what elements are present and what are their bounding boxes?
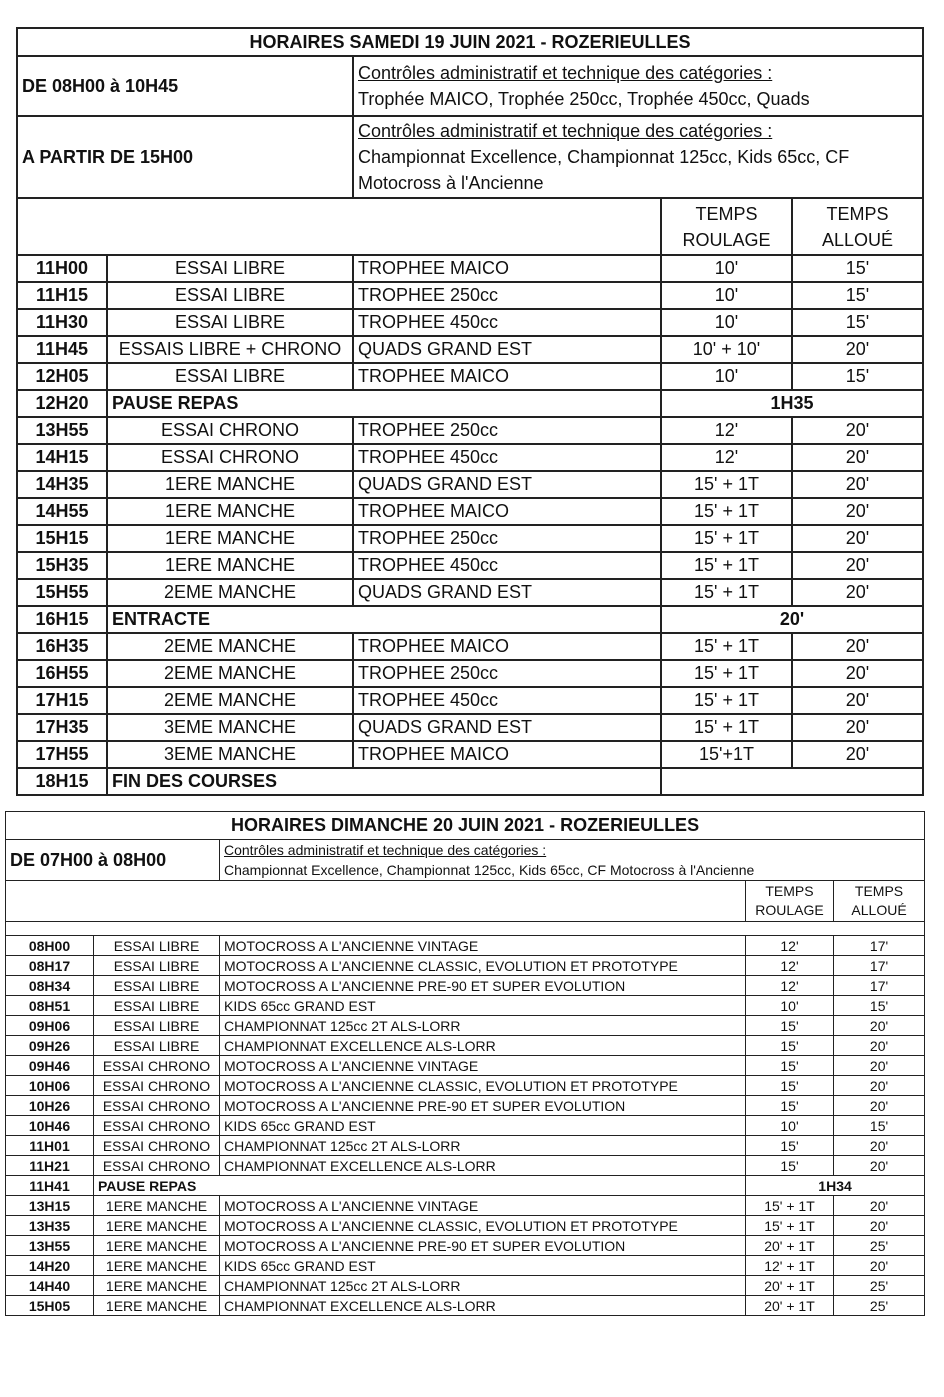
time-cell: 16H35: [17, 633, 107, 660]
time-cell: 15H05: [6, 1296, 94, 1316]
time-cell: 17H35: [17, 714, 107, 741]
category-cell: TROPHEE MAICO: [353, 363, 661, 390]
category-cell: CHAMPIONNAT EXCELLENCE ALS-LORR: [220, 1296, 746, 1316]
saturday-schedule-row: [17, 579, 923, 606]
temps-roulage-cell: 15': [746, 1096, 834, 1116]
time-cell: 15H15: [17, 525, 107, 552]
temps-roulage-cell: 15' + 1T: [661, 552, 792, 579]
temps-roulage-cell: 15' + 1T: [661, 525, 792, 552]
session-cell: 1ERE MANCHE: [94, 1196, 220, 1216]
sunday-schedule-row: [6, 1276, 925, 1296]
time-cell: 09H46: [6, 1056, 94, 1076]
saturday-schedule-row: [17, 282, 923, 309]
sunday-title: HORAIRES DIMANCHE 20 JUIN 2021 - ROZERIEULLES: [6, 812, 925, 840]
temps-roulage-cell: 15': [746, 1036, 834, 1056]
time-cell: 09H06: [6, 1016, 94, 1036]
saturday-schedule-table: [16, 27, 924, 796]
time-cell: 10H46: [6, 1116, 94, 1136]
temps-roulage-cell: 12' + 1T: [746, 1256, 834, 1276]
temps-alloue-cell: 20': [792, 444, 923, 471]
category-cell: TROPHEE MAICO: [353, 633, 661, 660]
saturday-info-time-2: A PARTIR DE 15H00: [17, 116, 353, 198]
temps-roulage-cell: 20' + 1T: [746, 1276, 834, 1296]
saturday-schedule-row: [17, 363, 923, 390]
saturday-schedule-row: [17, 255, 923, 282]
saturday-info-time-1: DE 08H00 à 10H45: [17, 56, 353, 116]
category-cell: CHAMPIONNAT EXCELLENCE ALS-LORR: [220, 1036, 746, 1056]
time-cell: 13H55: [17, 417, 107, 444]
temps-alloue-cell: 20': [792, 498, 923, 525]
temps-roulage-cell: 15' + 1T: [746, 1216, 834, 1236]
category-cell: TROPHEE MAICO: [353, 498, 661, 525]
temps-roulage-cell: 20' + 1T: [746, 1296, 834, 1316]
saturday-schedule-row: [17, 417, 923, 444]
sunday-header-temps-alloue: TEMPS ALLOUÉ: [834, 881, 925, 922]
temps-roulage-cell: 15': [746, 1076, 834, 1096]
session-cell: 1ERE MANCHE: [107, 471, 353, 498]
temps-alloue-cell: 20': [834, 1016, 925, 1036]
category-cell: CHAMPIONNAT 125cc 2T ALS-LORR: [220, 1136, 746, 1156]
temps-alloue-cell: 17': [834, 936, 925, 956]
temps-alloue-cell: 20': [834, 1036, 925, 1056]
break-label: FIN DES COURSES: [107, 768, 661, 795]
time-cell: 10H06: [6, 1076, 94, 1096]
break-label: PAUSE REPAS: [107, 390, 661, 417]
temps-alloue-cell: 20': [834, 1076, 925, 1096]
time-cell: 08H00: [6, 936, 94, 956]
session-cell: ESSAI CHRONO: [94, 1056, 220, 1076]
saturday-schedule-row: [17, 687, 923, 714]
temps-roulage-cell: 15': [746, 1056, 834, 1076]
temps-alloue-cell: 20': [792, 525, 923, 552]
category-cell: KIDS 65cc GRAND EST: [220, 1116, 746, 1136]
saturday-header-blank: [17, 198, 661, 255]
session-cell: 1ERE MANCHE: [94, 1216, 220, 1236]
time-cell: 09H26: [6, 1036, 94, 1056]
break-label: PAUSE REPAS: [94, 1176, 746, 1196]
temps-roulage-cell: 12': [661, 444, 792, 471]
saturday-schedule-row: [17, 552, 923, 579]
sunday-schedule-row: [6, 1036, 925, 1056]
temps-alloue-cell: 20': [834, 1136, 925, 1156]
category-cell: QUADS GRAND EST: [353, 714, 661, 741]
session-cell: ESSAI CHRONO: [94, 1116, 220, 1136]
time-cell: 08H17: [6, 956, 94, 976]
saturday-header-temps-roulage: TEMPS ROULAGE: [661, 198, 792, 255]
sunday-schedule-row: [6, 1296, 925, 1316]
temps-alloue-cell: 25': [834, 1296, 925, 1316]
category-cell: TROPHEE 450cc: [353, 309, 661, 336]
session-cell: ESSAI LIBRE: [107, 282, 353, 309]
temps-roulage-cell: 20' + 1T: [746, 1236, 834, 1256]
time-cell: 14H35: [17, 471, 107, 498]
time-cell: 13H15: [6, 1196, 94, 1216]
sunday-schedule-row: [6, 956, 925, 976]
temps-alloue-cell: 15': [834, 1116, 925, 1136]
time-cell: 14H55: [17, 498, 107, 525]
temps-alloue-cell: 15': [792, 282, 923, 309]
saturday-info-text-2: Contrôles administratif et technique des catégories : Championnat Excellence, Championnat 125cc, Kids 65cc, CF Motocross à l'Ancienne: [353, 116, 923, 198]
session-cell: ESSAI CHRONO: [94, 1136, 220, 1156]
session-cell: 1ERE MANCHE: [94, 1276, 220, 1296]
category-cell: MOTOCROSS A L'ANCIENNE VINTAGE: [220, 1196, 746, 1216]
category-cell: MOTOCROSS A L'ANCIENNE VINTAGE: [220, 1056, 746, 1076]
category-cell: KIDS 65cc GRAND EST: [220, 996, 746, 1016]
temps-alloue-cell: 25': [834, 1276, 925, 1296]
temps-alloue-cell: 20': [834, 1256, 925, 1276]
session-cell: 3EME MANCHE: [107, 714, 353, 741]
category-cell: CHAMPIONNAT 125cc 2T ALS-LORR: [220, 1276, 746, 1296]
sunday-info-text: Contrôles administratif et technique des catégories : Championnat Excellence, Championnat 125cc, Kids 65cc, CF Motocross à l'Ancienne: [220, 840, 925, 881]
session-cell: ESSAI LIBRE: [94, 936, 220, 956]
time-cell: 15H55: [17, 579, 107, 606]
category-cell: MOTOCROSS A L'ANCIENNE VINTAGE: [220, 936, 746, 956]
time-cell: 14H15: [17, 444, 107, 471]
sunday-schedule-row: [6, 1056, 925, 1076]
temps-roulage-cell: 12': [661, 417, 792, 444]
saturday-schedule-row: [17, 471, 923, 498]
category-cell: MOTOCROSS A L'ANCIENNE CLASSIC, EVOLUTION ET PROTOTYPE: [220, 1216, 746, 1236]
category-cell: TROPHEE 250cc: [353, 282, 661, 309]
sunday-schedule-row: [6, 976, 925, 996]
saturday-break-row: [17, 606, 923, 633]
session-cell: 2EME MANCHE: [107, 660, 353, 687]
temps-roulage-cell: 15': [746, 1016, 834, 1036]
time-cell: 16H55: [17, 660, 107, 687]
category-cell: CHAMPIONNAT EXCELLENCE ALS-LORR: [220, 1156, 746, 1176]
saturday-schedule-row: [17, 633, 923, 660]
sunday-schedule-row: [6, 1236, 925, 1256]
temps-roulage-cell: 15' + 1T: [661, 633, 792, 660]
session-cell: ESSAI LIBRE: [94, 976, 220, 996]
saturday-schedule-row: [17, 444, 923, 471]
session-cell: 1ERE MANCHE: [94, 1236, 220, 1256]
time-cell: 11H00: [17, 255, 107, 282]
category-cell: TROPHEE 250cc: [353, 660, 661, 687]
session-cell: 2EME MANCHE: [107, 579, 353, 606]
category-cell: TROPHEE 450cc: [353, 687, 661, 714]
session-cell: 1ERE MANCHE: [107, 552, 353, 579]
sunday-schedule-row: [6, 1076, 925, 1096]
temps-roulage-cell: 10': [661, 363, 792, 390]
saturday-schedule-row: [17, 309, 923, 336]
temps-roulage-cell: 15': [746, 1136, 834, 1156]
time-cell: 13H55: [6, 1236, 94, 1256]
temps-alloue-cell: 15': [792, 363, 923, 390]
temps-roulage-cell: 12': [746, 976, 834, 996]
saturday-schedule-row: [17, 336, 923, 363]
time-cell: 16H15: [17, 606, 107, 633]
category-cell: MOTOCROSS A L'ANCIENNE CLASSIC, EVOLUTION ET PROTOTYPE: [220, 1076, 746, 1096]
time-cell: 08H34: [6, 976, 94, 996]
temps-roulage-cell: 10': [661, 255, 792, 282]
saturday-header-temps-alloue: TEMPS ALLOUÉ: [792, 198, 923, 255]
temps-alloue-cell: 20': [792, 633, 923, 660]
time-cell: 11H45: [17, 336, 107, 363]
saturday-schedule-row: [17, 660, 923, 687]
break-duration: 1H34: [746, 1176, 925, 1196]
session-cell: ESSAI LIBRE: [107, 255, 353, 282]
temps-alloue-cell: 25': [834, 1236, 925, 1256]
sunday-schedule-row: [6, 1136, 925, 1156]
saturday-schedule-row: [17, 498, 923, 525]
temps-roulage-cell: 10': [661, 309, 792, 336]
temps-roulage-cell: 10' + 10': [661, 336, 792, 363]
temps-alloue-cell: 20': [792, 552, 923, 579]
time-cell: 13H35: [6, 1216, 94, 1236]
sunday-schedule-row: [6, 1016, 925, 1036]
temps-alloue-cell: 15': [792, 255, 923, 282]
saturday-break-row: [17, 390, 923, 417]
time-cell: 17H55: [17, 741, 107, 768]
category-cell: MOTOCROSS A L'ANCIENNE PRE-90 ET SUPER EVOLUTION: [220, 976, 746, 996]
temps-alloue-cell: 20': [834, 1056, 925, 1076]
time-cell: 08H51: [6, 996, 94, 1016]
session-cell: 1ERE MANCHE: [94, 1256, 220, 1276]
sunday-schedule-row: [6, 936, 925, 956]
category-cell: MOTOCROSS A L'ANCIENNE PRE-90 ET SUPER EVOLUTION: [220, 1236, 746, 1256]
temps-roulage-cell: 10': [746, 996, 834, 1016]
time-cell: 11H15: [17, 282, 107, 309]
category-cell: MOTOCROSS A L'ANCIENNE PRE-90 ET SUPER EVOLUTION: [220, 1096, 746, 1116]
time-cell: 12H05: [17, 363, 107, 390]
session-cell: ESSAI CHRONO: [107, 417, 353, 444]
temps-alloue-cell: 20': [834, 1196, 925, 1216]
temps-roulage-cell: 15': [746, 1156, 834, 1176]
session-cell: ESSAI LIBRE: [94, 996, 220, 1016]
time-cell: 11H30: [17, 309, 107, 336]
temps-alloue-cell: 20': [834, 1096, 925, 1116]
sunday-spacer-row: [6, 922, 925, 936]
time-cell: 12H20: [17, 390, 107, 417]
temps-alloue-cell: 20': [834, 1156, 925, 1176]
temps-roulage-cell: 15' + 1T: [661, 471, 792, 498]
temps-roulage-cell: 12': [746, 956, 834, 976]
sunday-schedule-row: [6, 1196, 925, 1216]
category-cell: TROPHEE MAICO: [353, 741, 661, 768]
session-cell: 1ERE MANCHE: [107, 525, 353, 552]
time-cell: 14H20: [6, 1256, 94, 1276]
sunday-schedule-row: [6, 1096, 925, 1116]
saturday-break-row: [17, 768, 923, 795]
saturday-schedule-row: [17, 714, 923, 741]
category-cell: TROPHEE MAICO: [353, 255, 661, 282]
temps-roulage-cell: 10': [661, 282, 792, 309]
sunday-header-temps-roulage: TEMPS ROULAGE: [746, 881, 834, 922]
break-duration: 1H35: [661, 390, 923, 417]
temps-roulage-cell: 12': [746, 936, 834, 956]
session-cell: 1ERE MANCHE: [94, 1296, 220, 1316]
temps-roulage-cell: 15' + 1T: [661, 579, 792, 606]
temps-alloue-cell: 20': [792, 579, 923, 606]
temps-alloue-cell: 20': [792, 660, 923, 687]
time-cell: 11H01: [6, 1136, 94, 1156]
temps-alloue-cell: 20': [792, 714, 923, 741]
session-cell: ESSAI LIBRE: [94, 1016, 220, 1036]
sunday-schedule-row: [6, 1256, 925, 1276]
saturday-info-text-1: Contrôles administratif et technique des catégories : Trophée MAICO, Trophée 250cc, Trophée 450cc, Quads: [353, 56, 923, 116]
category-cell: QUADS GRAND EST: [353, 336, 661, 363]
saturday-schedule-row: [17, 525, 923, 552]
temps-roulage-cell: 15' + 1T: [661, 714, 792, 741]
sunday-schedule-table: [5, 811, 925, 1316]
break-duration: [661, 768, 923, 795]
category-cell: TROPHEE 450cc: [353, 444, 661, 471]
saturday-title: HORAIRES SAMEDI 19 JUIN 2021 - ROZERIEULLES: [17, 28, 923, 56]
session-cell: ESSAI CHRONO: [107, 444, 353, 471]
session-cell: 3EME MANCHE: [107, 741, 353, 768]
temps-roulage-cell: 15' + 1T: [661, 498, 792, 525]
temps-alloue-cell: 20': [792, 336, 923, 363]
temps-alloue-cell: 17': [834, 956, 925, 976]
category-cell: TROPHEE 450cc: [353, 552, 661, 579]
sunday-header-blank: [6, 881, 746, 922]
temps-roulage-cell: 15' + 1T: [746, 1196, 834, 1216]
sunday-info-time: DE 07H00 à 08H00: [6, 840, 220, 881]
time-cell: 18H15: [17, 768, 107, 795]
temps-alloue-cell: 17': [834, 976, 925, 996]
category-cell: KIDS 65cc GRAND EST: [220, 1256, 746, 1276]
temps-alloue-cell: 20': [792, 471, 923, 498]
temps-alloue-cell: 20': [792, 417, 923, 444]
temps-alloue-cell: 20': [834, 1216, 925, 1236]
time-cell: 11H41: [6, 1176, 94, 1196]
temps-roulage-cell: 15' + 1T: [661, 687, 792, 714]
temps-roulage-cell: 15' + 1T: [661, 660, 792, 687]
session-cell: ESSAI CHRONO: [94, 1076, 220, 1096]
temps-alloue-cell: 20': [792, 741, 923, 768]
session-cell: ESSAI CHRONO: [94, 1096, 220, 1116]
temps-alloue-cell: 15': [834, 996, 925, 1016]
temps-roulage-cell: 15'+1T: [661, 741, 792, 768]
category-cell: QUADS GRAND EST: [353, 579, 661, 606]
time-cell: 10H26: [6, 1096, 94, 1116]
time-cell: 17H15: [17, 687, 107, 714]
category-cell: MOTOCROSS A L'ANCIENNE CLASSIC, EVOLUTION ET PROTOTYPE: [220, 956, 746, 976]
session-cell: ESSAI LIBRE: [107, 309, 353, 336]
session-cell: ESSAI LIBRE: [107, 363, 353, 390]
session-cell: ESSAI CHRONO: [94, 1156, 220, 1176]
sunday-schedule-row: [6, 1216, 925, 1236]
sunday-break-row: [6, 1176, 925, 1196]
break-duration: 20': [661, 606, 923, 633]
sunday-schedule-row: [6, 996, 925, 1016]
break-label: ENTRACTE: [107, 606, 661, 633]
temps-alloue-cell: 20': [792, 687, 923, 714]
category-cell: TROPHEE 250cc: [353, 417, 661, 444]
time-cell: 15H35: [17, 552, 107, 579]
time-cell: 14H40: [6, 1276, 94, 1296]
session-cell: ESSAIS LIBRE + CHRONO: [107, 336, 353, 363]
time-cell: 11H21: [6, 1156, 94, 1176]
category-cell: QUADS GRAND EST: [353, 471, 661, 498]
sunday-schedule-row: [6, 1116, 925, 1136]
session-cell: 1ERE MANCHE: [107, 498, 353, 525]
saturday-schedule-row: [17, 741, 923, 768]
category-cell: CHAMPIONNAT 125cc 2T ALS-LORR: [220, 1016, 746, 1036]
temps-roulage-cell: 10': [746, 1116, 834, 1136]
temps-alloue-cell: 15': [792, 309, 923, 336]
session-cell: 2EME MANCHE: [107, 687, 353, 714]
session-cell: ESSAI LIBRE: [94, 956, 220, 976]
sunday-schedule-row: [6, 1156, 925, 1176]
session-cell: 2EME MANCHE: [107, 633, 353, 660]
session-cell: ESSAI LIBRE: [94, 1036, 220, 1056]
category-cell: TROPHEE 250cc: [353, 525, 661, 552]
